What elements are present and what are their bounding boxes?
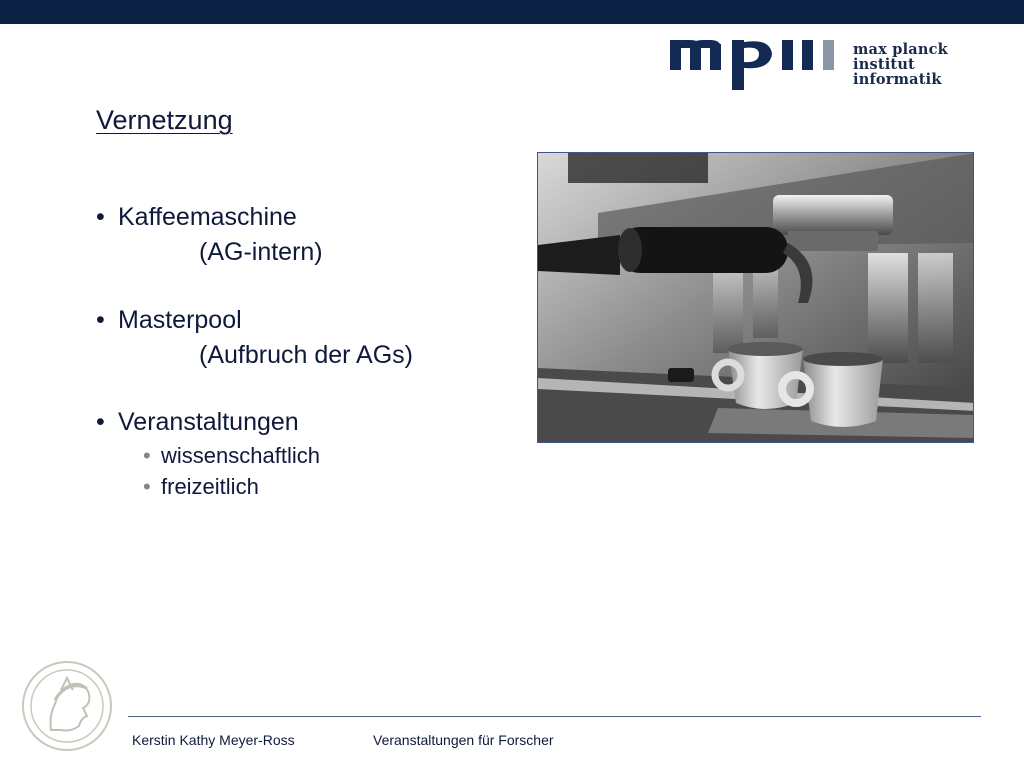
footer-rule [128, 716, 981, 717]
bullet-glyph: • [96, 408, 105, 436]
bullet-label: Veranstaltungen [118, 408, 299, 436]
slide-title: Vernetzung [96, 105, 233, 135]
bullet-label: Kaffeemaschine [118, 203, 297, 231]
sub-bullet-item [143, 474, 259, 500]
sub-bullet-glyph: • [143, 443, 151, 468]
logo-line-2: informatik [853, 71, 942, 88]
logo-text [853, 42, 990, 87]
mpii-logo-mark [670, 38, 850, 94]
bullet-label: Masterpool [118, 306, 242, 334]
minerva-seal-icon [21, 660, 113, 752]
bullet-item [96, 408, 299, 437]
sub-bullet-glyph: • [143, 474, 151, 499]
bullet-item [96, 203, 297, 232]
bullet-item [96, 306, 242, 335]
sub-bullet-item [143, 443, 320, 469]
bullet-glyph: • [96, 203, 105, 231]
bullet-continuation: (Aufbruch der AGs) [199, 341, 413, 369]
logo-line-1: max planck institut [853, 41, 948, 73]
bullet-continuation: (AG-intern) [199, 238, 323, 266]
mpi-logo [670, 38, 990, 94]
sub-bullet-label: freizeitlich [161, 474, 259, 499]
top-band [0, 0, 1024, 24]
espresso-photo-drawing [538, 153, 974, 443]
bullet-glyph: • [96, 306, 105, 334]
footer-author: Kerstin Kathy Meyer-Ross [132, 732, 295, 748]
espresso-machine-photo [537, 152, 974, 443]
sub-bullet-label: wissenschaftlich [161, 443, 320, 468]
footer-title: Veranstaltungen für Forscher [373, 732, 554, 748]
